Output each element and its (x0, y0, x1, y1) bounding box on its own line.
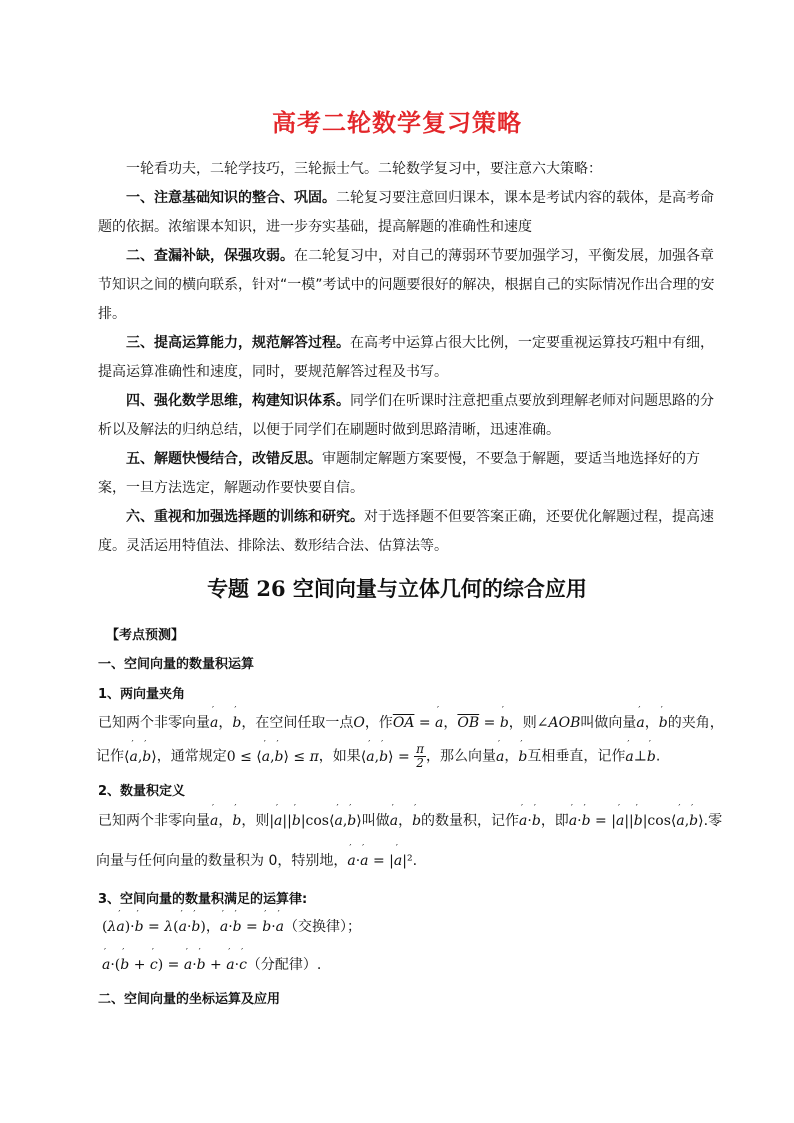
text-fragment: 已知两个非零向量 (98, 813, 210, 829)
text-fragment: ，则 (241, 813, 270, 829)
text-fragment: ，即 (540, 813, 569, 829)
text-fragment: ，那么向量 (426, 748, 497, 765)
strategy-title: 高考二轮数学复习策略 (272, 109, 522, 137)
law-line-2: ′ a·(′ b + ′ c) = ′ a·′ b + ′ a·′ c（分配律）. (102, 954, 321, 974)
subsection-heading-dot: 2、数量积定义 (98, 784, 186, 799)
text-fragment: 叫做向量 (580, 715, 637, 731)
text-fragment: 记作 (96, 748, 124, 765)
text-fragment: ，如果 (318, 748, 361, 765)
strategy-item-4 (98, 387, 718, 445)
text-fragment: 的夹角， (667, 715, 724, 731)
strategy-item-6 (98, 503, 718, 561)
angle-definition-line-2: 记作⟨′ a,′ b⟩，通常规定0 ≤ ⟨′ a,′ b⟩ ≤ π，如果⟨′ a,′ b⟩ = $\frac{\pi}{2}$ ，那么向量′ a，′ b互相垂直，记作′ a⊥′ b. (96, 743, 660, 770)
strategy-intro (98, 155, 718, 561)
text-fragment: （交换律）； (284, 919, 362, 935)
dot-definition-line-2: 向量与任何向量的数量积为 0，特别地，′ a·′ a = |′ a|². (96, 850, 417, 870)
strategy-text-3: 在高考中运算占很大比例，一定要重视运算技巧粗中有细，提高运算准确性和速度，同时，要规范解答过程及书写。 (98, 335, 714, 380)
intro-paragraph: 一轮看功夫，二轮学技巧，三轮振士气。二轮数学复习中，要注意六大策略： (126, 161, 602, 177)
strategy-heading-2: 二、查漏补缺，保强攻弱。 (126, 248, 294, 264)
section-tag: 【考点预测】 (106, 628, 185, 643)
strategy-item-3 (98, 329, 718, 387)
strategy-heading-1: 一、注意基础知识的整合、巩固。 (126, 190, 336, 206)
strategy-heading-3: 三、提高运算能力，规范解答过程。 (126, 335, 350, 351)
text-fragment: 互相垂直，记作 (527, 748, 626, 765)
law-line-1: (λ′ a)·′ b = λ(′ a·′ b)，′ a·′ b = ′ b·′ a（交换律）； (102, 916, 361, 936)
text-fragment: 向量与任何向量的数量积为 0，特别地， (96, 853, 348, 869)
strategy-text-2: 在二轮复习中，对自己的薄弱环节要加强学习，平衡发展，加强各章节知识之间的横向联系，针对“一模”考试中的问题要很好的解决，根据自己的实际情况作出合理的安排。 (98, 248, 715, 322)
text-fragment: ， (218, 715, 233, 731)
text-fragment: 零 (708, 813, 723, 829)
strategy-item-2 (98, 242, 718, 329)
strategy-item-1 (98, 184, 718, 242)
section-heading-2: 二、空间向量的坐标运算及应用 (98, 992, 281, 1007)
text-fragment: ，作 (364, 715, 393, 731)
dot-definition-line-1: 已知两个非零向量′ a，′ b，则|′ a||′ b|cos⟨′ a,′ b⟩叫做′ a，′ b的数量积，记作′ a·′ b，即′ a·′ b = |′ a||′ b|cos⟨′ a,′ b⟩.零 (98, 810, 722, 830)
text-fragment: ，通常规定 (156, 748, 227, 765)
strategy-item-5 (98, 445, 718, 503)
text-fragment: 的数量积，记作 (421, 813, 520, 829)
subsection-heading-laws: 3、空间向量的数量积满足的运算律: (98, 892, 308, 907)
strategy-heading-5: 五、解题快慢结合，改错反思。 (126, 451, 322, 467)
strategy-text-1: 二轮复习要注意回归课本，课本是考试内容的载体，是高考命题的依据。浓缩课本知识，进一步夯实基础，提高解题的准确性和速度 (98, 190, 714, 235)
strategy-heading-4: 四、强化数学思维，构建知识体系。 (126, 393, 350, 409)
strategy-heading-6: 六、重视和加强选择题的训练和研究。 (126, 509, 364, 525)
text-fragment: ，在空间任取一点 (241, 715, 354, 731)
angle-definition-line-1: 已知两个非零向量′ a，′ b，在空间任取一点O，作$\overline{OA}$ = ′ a，$\overline{OB}$ = ′ b，则∠AOB叫做向量′ a，′ b的夹角， (98, 712, 724, 732)
text-fragment: 已知两个非零向量 (98, 715, 210, 731)
text-fragment: 叫做 (361, 813, 390, 829)
topic-title: 专题 26 空间向量与立体几何的综合应用 (207, 576, 587, 601)
text-fragment: ，则 (508, 715, 537, 731)
strategy-text-5: 审题制定解题方案要慢，不要急于解题，要适当地选择好的方案，一旦方法选定，解题动作要快要自信。 (98, 451, 700, 496)
subsection-heading-angle: 1、两向量夹角 (98, 687, 186, 702)
text-fragment: （分配律）. (246, 957, 322, 973)
strategy-text-6: 对于选择题不但要答案正确，还要优化解题过程，提高速度。灵活运用特值法、排除法、数形结合法、估算法等。 (98, 509, 714, 554)
section-heading-1: 一、空间向量的数量积运算 (98, 657, 255, 672)
strategy-text-4: 同学们在听课时注意把重点要放到理解老师对问题思路的分析以及解法的归纳总结，以便于同学们在刷题时做到思路清晰，迅速准确。 (98, 393, 714, 438)
